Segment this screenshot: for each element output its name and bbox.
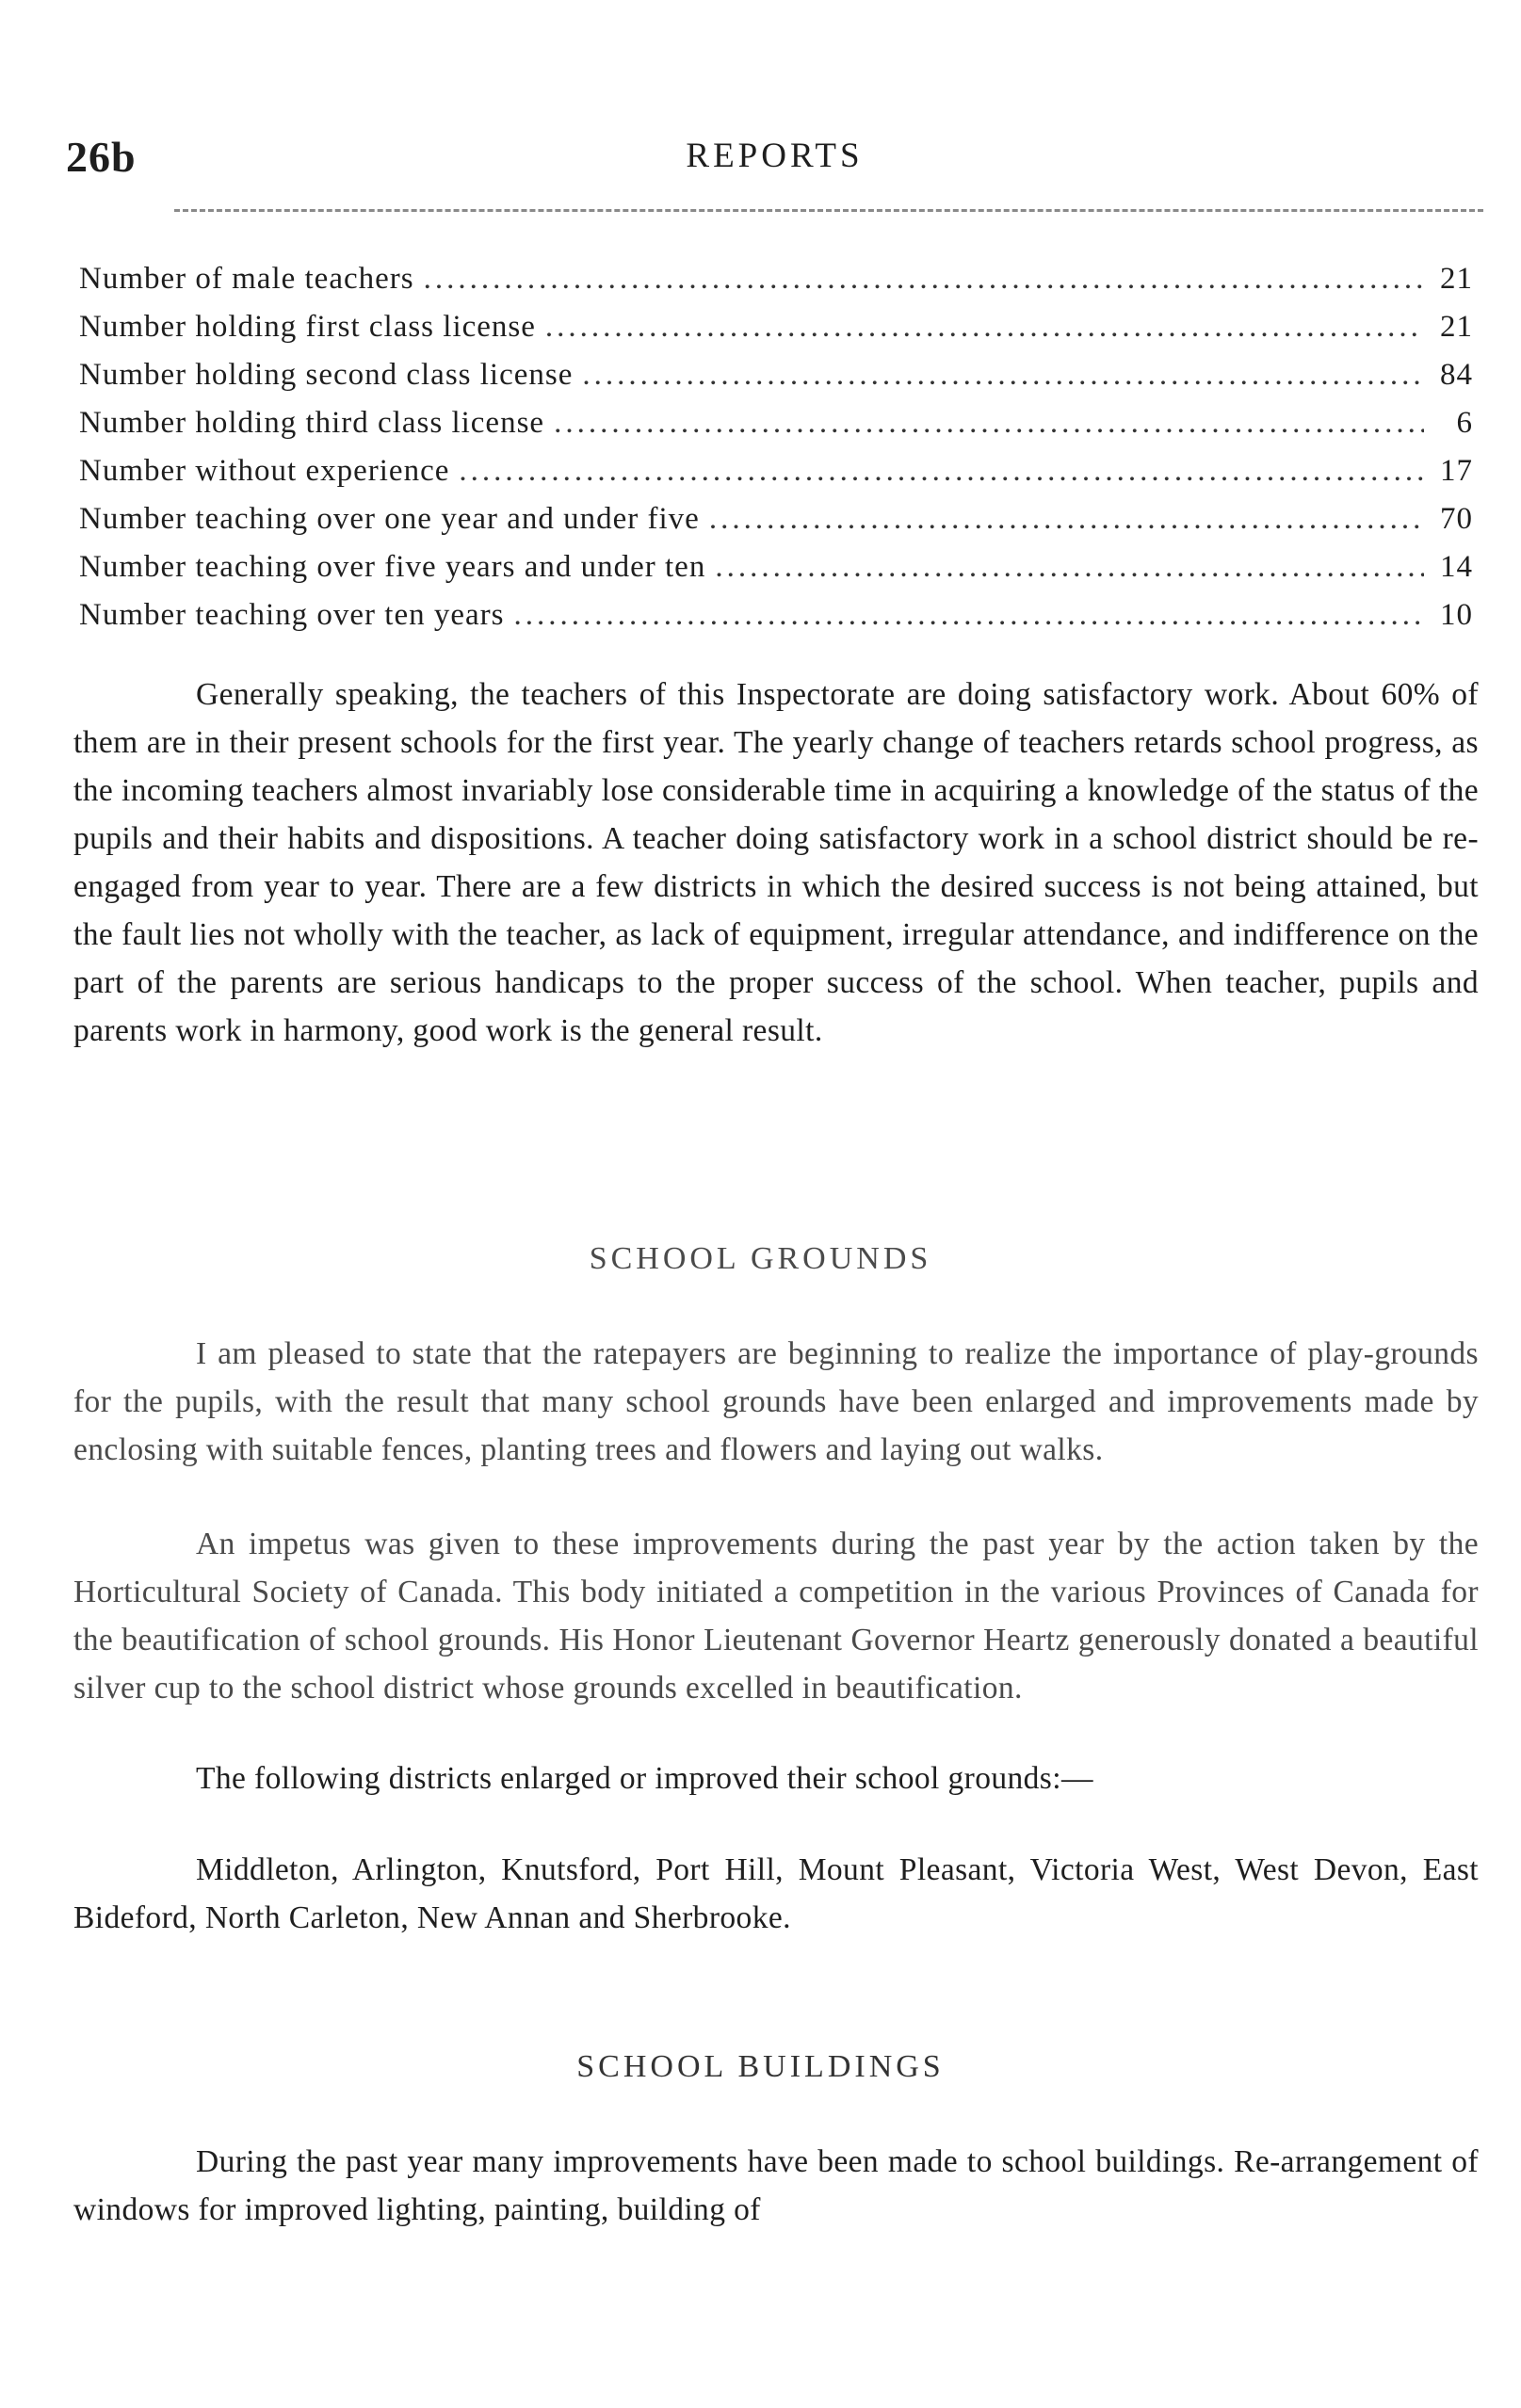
stat-label: Number without experience bbox=[79, 454, 450, 488]
stat-value: 10 bbox=[1440, 598, 1473, 632]
dot-leader bbox=[514, 598, 1425, 633]
stat-label: Number teaching over ten years bbox=[79, 598, 505, 632]
school-buildings-heading: SCHOOL BUILDINGS bbox=[576, 2049, 945, 2084]
school-grounds-paragraph-2: An impetus was given to these improvements during the past year by the action taken by the Horticultural Society of Canada. This body initiated a competition in the various Provinces of Canada for the beautification of school grounds. His Honor Lieutenant Governor Heartz generously donated a beautiful silver cup to the school district whose grounds excelled in beautification. bbox=[73, 1527, 1479, 1705]
intro-paragraph: Generally speaking, the teachers of this Inspectorate are doing satisfactory work. About 60% of them are in their present schools for the first year. The yearly change of teachers retards school progress, as the incoming teachers almost invariably lose considerable time in acquiring a knowledge of the status of the pupils and their habits and dispositions. A teacher doing satisfactory work in a school district should be re-engaged from year to year. There are a few districts in which the desired success is not being attained, but the fault lies not wholly with the teacher, as lack of equipment, irregular attendance, and indifference on the part of the parents are serious handicaps to the proper success of the school. When teacher, pupils and parents work in harmony, good work is the general result. bbox=[73, 677, 1479, 1048]
running-title: REPORTS bbox=[686, 137, 864, 175]
districts-list: Middleton, Arlington, Knutsford, Port Hill, Mount Pleasant, Victoria West, West Devon, East Bideford, North Carleton, New Annan and Sherbrooke. bbox=[73, 1852, 1479, 1935]
stat-row bbox=[79, 502, 1473, 550]
dot-leader bbox=[715, 550, 1424, 585]
school-grounds-heading: SCHOOL GROUNDS bbox=[589, 1241, 932, 1276]
stat-value: 70 bbox=[1440, 502, 1473, 536]
stat-value: 17 bbox=[1440, 454, 1473, 488]
dot-leader bbox=[459, 454, 1424, 489]
stat-row bbox=[79, 550, 1473, 598]
stat-row bbox=[79, 310, 1473, 358]
dot-leader bbox=[545, 310, 1424, 345]
dot-leader bbox=[554, 406, 1424, 441]
stat-value: 14 bbox=[1440, 550, 1473, 584]
page-number: 26b bbox=[66, 133, 137, 181]
dot-leader bbox=[582, 358, 1424, 393]
stat-row bbox=[79, 454, 1473, 502]
stat-row bbox=[79, 406, 1473, 454]
stat-value: 21 bbox=[1440, 310, 1473, 344]
stat-value: 6 bbox=[1456, 406, 1473, 440]
stat-label: Number teaching over one year and under five bbox=[79, 502, 700, 536]
dot-leader bbox=[709, 502, 1424, 537]
dot-leader bbox=[424, 262, 1424, 297]
stat-value: 84 bbox=[1440, 358, 1473, 392]
teacher-stats-list bbox=[79, 262, 1473, 646]
stat-row bbox=[79, 262, 1473, 310]
stat-label: Number holding first class license bbox=[79, 310, 536, 344]
stat-label: Number holding third class license bbox=[79, 406, 545, 440]
school-grounds-paragraph-3: The following districts enlarged or improved their school grounds:— bbox=[196, 1761, 1093, 1796]
stat-label: Number holding second class license bbox=[79, 358, 574, 392]
stat-label: Number of male teachers bbox=[79, 262, 414, 296]
header-rule bbox=[174, 209, 1483, 212]
stat-value: 21 bbox=[1440, 262, 1473, 296]
school-buildings-paragraph-1: During the past year many improvements have been made to school buildings. Re-arrangement of windows for improved lighting, painting, building of bbox=[73, 2144, 1479, 2227]
page-header bbox=[66, 132, 1483, 188]
school-grounds-paragraph-1: I am pleased to state that the ratepayers are beginning to realize the importance of play-grounds for the pupils, with the result that many school grounds have been enlarged and improvements made by enclosing with suitable fences, planting trees and flowers and laying out walks. bbox=[73, 1336, 1479, 1467]
stat-row bbox=[79, 358, 1473, 406]
stat-row bbox=[79, 598, 1473, 646]
stat-label: Number teaching over five years and under ten bbox=[79, 550, 706, 584]
